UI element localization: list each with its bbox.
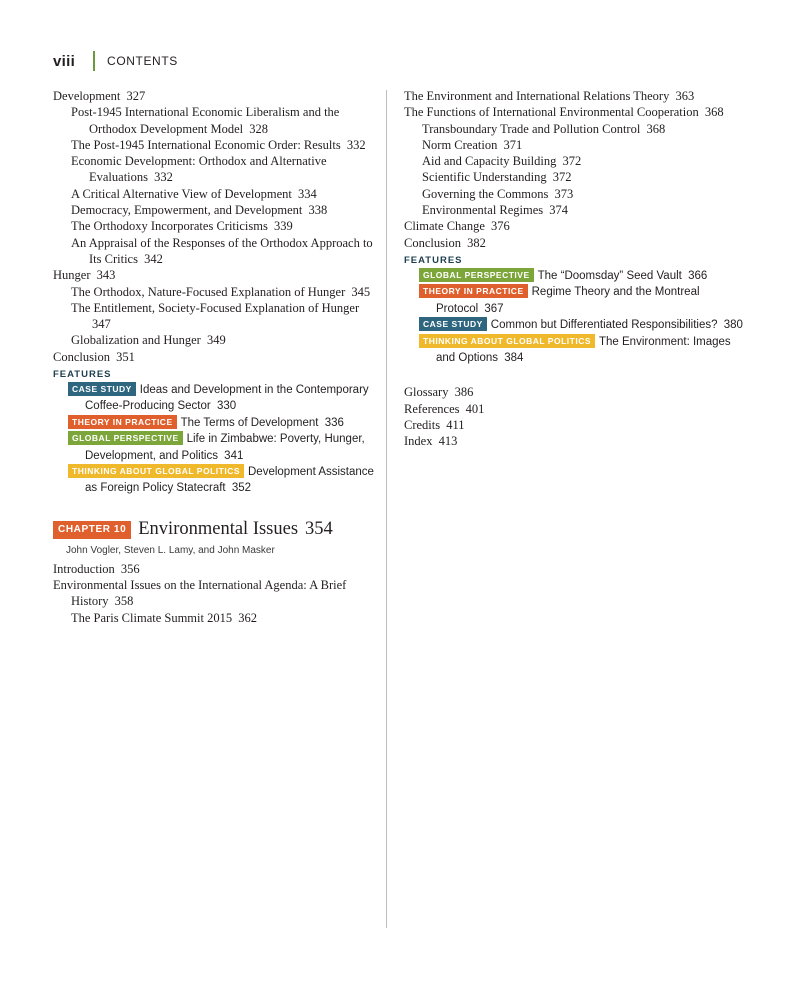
- toc-entry-title: Introduction: [53, 561, 115, 576]
- chapter-title[interactable]: Environmental Issues: [138, 518, 299, 539]
- toc-entry-title: Aid and Capacity Building: [422, 154, 557, 169]
- toc-entry[interactable]: [53, 88, 378, 104]
- left-column: [53, 88, 378, 626]
- toc-entry-page: 363: [675, 89, 695, 103]
- toc-entry[interactable]: [53, 561, 378, 577]
- toc-entry[interactable]: [404, 169, 744, 185]
- chapter-heading: [53, 519, 378, 541]
- toc-entry-title: The Functions of International Environmental Cooperation: [404, 105, 699, 120]
- toc-entry-title: Post-1945 International Economic Liberalism and the Orthodox Development Model: [71, 105, 340, 136]
- toc-entry-title: Scientific Understanding: [422, 170, 547, 185]
- toc-entry-title: Globalization and Hunger: [71, 333, 201, 348]
- back-matter-entries: [404, 384, 744, 449]
- feature-title: Common but Differentiated Responsibilities?: [490, 319, 718, 332]
- toc-entry[interactable]: [53, 153, 378, 186]
- toc-entry-title: Index: [404, 434, 433, 449]
- section-spacer: [404, 366, 744, 384]
- toc-entry-page: 368: [704, 105, 724, 120]
- toc-entry[interactable]: [404, 137, 744, 153]
- header-divider: [93, 51, 95, 71]
- feature-entry[interactable]: [53, 415, 378, 431]
- toc-entry[interactable]: [404, 401, 744, 417]
- chapter-page-number: 354: [305, 518, 333, 539]
- feature-entry[interactable]: [404, 334, 744, 367]
- feature-title: Life in Zimbabwe: Poverty, Hunger, Development, and Politics: [85, 433, 365, 462]
- toc-entry[interactable]: [404, 202, 744, 218]
- toc-entry-title: Environmental Regimes: [422, 203, 544, 218]
- toc-entry[interactable]: [404, 417, 744, 433]
- toc-entry-page: 342: [144, 251, 163, 266]
- toc-entry-title: References: [404, 401, 460, 416]
- toc-entry-page: 328: [249, 121, 269, 136]
- toc-entry[interactable]: [53, 577, 378, 610]
- toc-entry[interactable]: [404, 218, 744, 234]
- page-number: viii: [53, 52, 76, 70]
- toc-entry[interactable]: [53, 235, 378, 268]
- toc-entry-page: 413: [438, 434, 458, 449]
- feature-entry[interactable]: [53, 464, 378, 497]
- toc-entry-title: The Orthodoxy Incorporates Criticisms: [71, 219, 268, 234]
- feature-page: 330: [216, 400, 237, 413]
- toc-entry-title: A Critical Alternative View of Development: [71, 186, 292, 201]
- toc-entry[interactable]: [53, 610, 378, 626]
- toc-entry[interactable]: [404, 153, 744, 169]
- global-badge: GLOBAL PERSPECTIVE: [419, 268, 534, 282]
- toc-entry-title: Governing the Commons: [422, 186, 549, 201]
- theory-badge: THEORY IN PRACTICE: [419, 284, 528, 298]
- feature-entry[interactable]: [404, 268, 744, 284]
- toc-entry-title: Hunger: [53, 268, 91, 283]
- thinking-badge: THINKING ABOUT GLOBAL POLITICS: [68, 464, 244, 478]
- toc-entry-title: An Appraisal of the Responses of the Orthodox Approach to Its Critics: [71, 235, 373, 266]
- toc-entry-title: The Orthodox, Nature-Focused Explanation of Hunger: [71, 284, 346, 299]
- feature-page: 380: [723, 319, 743, 332]
- toc-entry-title: Credits: [404, 418, 441, 432]
- toc-entry-title: Conclusion: [53, 349, 110, 364]
- feature-title: The Terms of Development: [180, 416, 319, 429]
- chapter-badge: CHAPTER 10: [53, 521, 131, 539]
- toc-entry-page: 332: [154, 170, 173, 185]
- features-heading: FEATURES: [53, 369, 112, 381]
- feature-page: 366: [688, 269, 708, 282]
- toc-entry[interactable]: [404, 384, 744, 400]
- toc-entry[interactable]: [53, 284, 378, 300]
- right-features-list: [404, 268, 744, 366]
- toc-entry[interactable]: [53, 300, 378, 333]
- case-badge: CASE STUDY: [68, 382, 136, 396]
- left-toc-entries: [53, 88, 378, 365]
- chapter-toc-entries: [53, 561, 378, 626]
- feature-entry[interactable]: [404, 317, 744, 333]
- feature-title: Ideas and Development in the Contemporary Coffee-Producing Sector: [85, 384, 369, 413]
- toc-entry-title: Environmental Issues on the International Agenda: A Brief History: [53, 578, 347, 609]
- toc-entry[interactable]: [53, 349, 378, 365]
- theory-badge: THEORY IN PRACTICE: [68, 415, 177, 429]
- toc-entry-page: 411: [446, 418, 465, 432]
- toc-entry[interactable]: [404, 433, 744, 449]
- toc-entry[interactable]: [53, 186, 378, 202]
- toc-entry-page: 339: [273, 219, 293, 234]
- toc-entry-title: Norm Creation: [422, 137, 498, 152]
- toc-entry-page: 362: [238, 610, 257, 625]
- feature-title: Development Assistance as Foreign Policy Statecraft: [85, 466, 374, 495]
- toc-entry-page: 349: [206, 333, 226, 348]
- toc-entry-page: 356: [120, 561, 140, 576]
- feature-title: The “Doomsday” Seed Vault: [537, 269, 682, 282]
- global-badge: GLOBAL PERSPECTIVE: [68, 431, 183, 445]
- toc-entry-page: 372: [562, 154, 582, 169]
- toc-entry-page: 332: [346, 137, 366, 152]
- toc-entry[interactable]: [404, 186, 744, 202]
- toc-entry-page: 371: [503, 137, 523, 152]
- toc-entry-page: 327: [126, 89, 146, 103]
- toc-entry-title: The Post-1945 International Economic Order: Results: [71, 137, 341, 152]
- toc-entry-page: 376: [491, 219, 510, 234]
- toc-entry-title: Glossary: [404, 385, 449, 400]
- toc-entry[interactable]: [404, 235, 744, 251]
- toc-entry-page: 358: [114, 594, 134, 609]
- left-features-list: [53, 382, 378, 497]
- toc-entry-page: 347: [92, 317, 111, 332]
- toc-entry-page: 372: [552, 170, 572, 185]
- toc-entry[interactable]: [53, 202, 378, 218]
- feature-page: 367: [484, 302, 504, 315]
- chapter-authors: John Vogler, Steven L. Lamy, and John Masker: [66, 544, 275, 556]
- feature-entry[interactable]: [53, 431, 378, 464]
- toc-entry-title: Conclusion: [404, 235, 461, 250]
- feature-entry[interactable]: [404, 284, 744, 317]
- toc-entry[interactable]: [404, 88, 744, 104]
- toc-entry-page: 338: [308, 203, 328, 218]
- section-label: CONTENTS: [107, 54, 178, 68]
- toc-entry-page: 343: [96, 268, 116, 283]
- feature-page: 352: [231, 482, 252, 495]
- toc-entry[interactable]: [53, 332, 378, 348]
- toc-entry-title: The Paris Climate Summit 2015: [71, 610, 233, 625]
- toc-entry-title: Climate Change: [404, 219, 485, 234]
- toc-entry-page: 401: [465, 401, 485, 416]
- toc-entry-title: Democracy, Empowerment, and Development: [71, 203, 303, 218]
- toc-entry-page: 345: [351, 284, 371, 299]
- toc-entry-page: 374: [549, 203, 569, 218]
- toc-entry-page: 351: [116, 349, 135, 364]
- toc-entry[interactable]: [53, 137, 378, 153]
- column-divider: [386, 90, 387, 928]
- toc-entry[interactable]: [404, 121, 744, 137]
- toc-entry-page: 334: [297, 186, 317, 201]
- toc-entry[interactable]: [53, 104, 378, 137]
- feature-page: 341: [224, 449, 244, 462]
- feature-title: The Environment: Images and Options: [436, 335, 731, 364]
- toc-entry-page: 368: [646, 121, 666, 136]
- right-toc-entries: [404, 88, 744, 251]
- toc-entry-page: 382: [467, 235, 486, 250]
- toc-entry-title: The Environment and International Relations Theory: [404, 89, 670, 103]
- toc-entry[interactable]: [53, 218, 378, 234]
- page-header: [53, 50, 178, 72]
- feature-page: 336: [324, 416, 344, 429]
- toc-entry-title: Transboundary Trade and Pollution Control: [422, 121, 641, 136]
- toc-entry-page: 386: [454, 385, 474, 400]
- toc-entry-page: 373: [554, 186, 574, 201]
- toc-entry-title: Economic Development: Orthodox and Alternative Evaluations: [71, 154, 327, 185]
- feature-entry[interactable]: [53, 382, 378, 415]
- toc-entry-title: Development: [53, 89, 121, 103]
- thinking-badge: THINKING ABOUT GLOBAL POLITICS: [419, 334, 595, 348]
- feature-page: 384: [504, 352, 524, 364]
- features-heading: FEATURES: [404, 254, 463, 266]
- case-badge: CASE STUDY: [419, 317, 487, 331]
- toc-entry[interactable]: [53, 267, 378, 283]
- feature-title: Regime Theory and the Montreal Protocol: [436, 286, 700, 315]
- toc-entry-title: The Entitlement, Society-Focused Explanation of Hunger: [71, 300, 360, 315]
- right-column: [404, 88, 744, 450]
- toc-entry[interactable]: [404, 104, 744, 120]
